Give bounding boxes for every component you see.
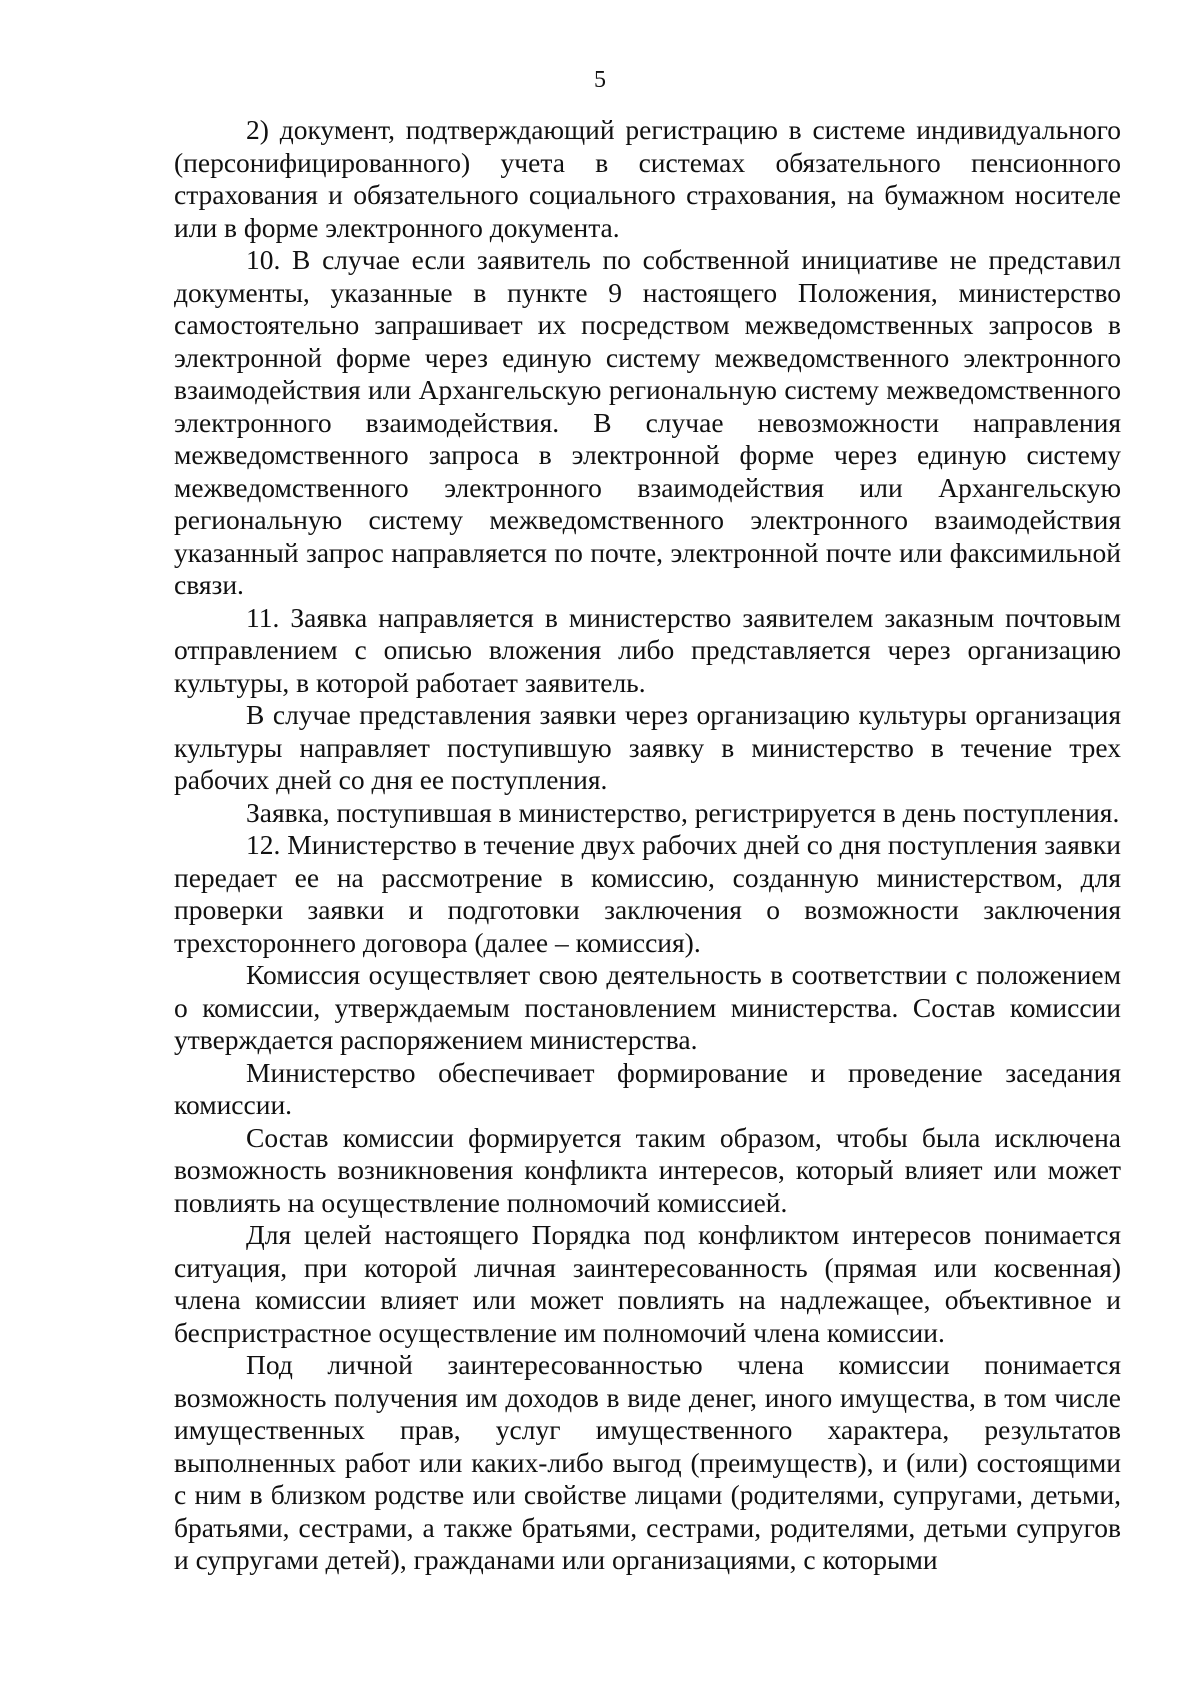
paragraph-personal-interest: Под личной заинтересованностью члена комиссии понимается возможность получения им доходов в виде денег, иного имущества, в том числе имущественных прав, услуг имущественного характера, результатов выполненных работ или каких-либо выгод (преимуществ), и (или) состоящими с ним в близком родстве или свойстве лицами (родителями, супругами, детьми, братьями, сестрами, а также братьями, сестрами, родителями, детьми супругов и супругами детей), гражданами или организациями, с которыми — [174, 1349, 1121, 1575]
paragraph-commission-formation: Министерство обеспечивает формирование и проведение заседания комиссии. — [174, 1056, 1121, 1120]
document-body — [174, 114, 1121, 1577]
paragraph-registration: Заявка, поступившая в министерство, регистрируется в день поступления. — [246, 796, 1120, 828]
paragraph-item-2: 2) документ, подтверждающий регистрацию в системе индивидуального (персонифицированного) учета в системах обязательного пенсионного страхования и обязательного социального страхования, на бумажном носителе или в форме электронного документа. — [174, 114, 1121, 243]
paragraph-commission-activity: Комиссия осуществляет свою деятельность в соответствии с положением о комиссии, утверждаемым постановлением министерства. Состав комиссии утверждается распоряжением министерства. — [174, 959, 1121, 1055]
paragraph-commission-composition: Состав комиссии формируется таким образом, чтобы была исключена возможность возникновения конфликта интересов, который влияет или может повлиять на осуществление полномочий комиссией. — [174, 1121, 1121, 1218]
paragraph-section-12: 12. Министерство в течение двух рабочих дней со дня поступления заявки передает ее на рассмотрение в комиссию, созданную министерством, для проверки заявки и подготовки заключения о возможности заключения трехстороннего договора (далее – комиссия). — [174, 829, 1121, 958]
page-number: 5 — [594, 67, 606, 93]
paragraph-culture-org-submission: В случае представления заявки через организацию культуры организация культуры направляет поступившую заявку в министерство в течение трех рабочих дней со дня ее поступления. — [174, 699, 1121, 795]
paragraph-section-10: 10. В случае если заявитель по собственной инициативе не представил документы, указанные в пункте 9 настоящего Положения, министерство самостоятельно запрашивает их посредством межведомственных запросов в электронной форме через единую систему межведомственного электронного взаимодействия или Архангельскую региональную систему межведомственного электронного взаимодействия. В случае невозможности направления межведомственного запроса в электронной форме через единую систему межведомственного электронного взаимодействия или Архангельскую региональную систему межведомственного электронного взаимодействия указанный запрос направляется по почте, электронной почте или факсимильной связи. — [174, 244, 1121, 600]
paragraph-conflict-of-interest: Для целей настоящего Порядка под конфликтом интересов понимается ситуация, при которой личная заинтересованность (прямая или косвенная) члена комиссии влияет или может повлиять на надлежащее, объективное и беспристрастное осуществление им полномочий члена комиссии. — [174, 1219, 1121, 1348]
paragraph-section-11: 11. Заявка направляется в министерство заявителем заказным почтовым отправлением с описью вложения либо представляется через организацию культуры, в которой работает заявитель. — [174, 601, 1121, 698]
